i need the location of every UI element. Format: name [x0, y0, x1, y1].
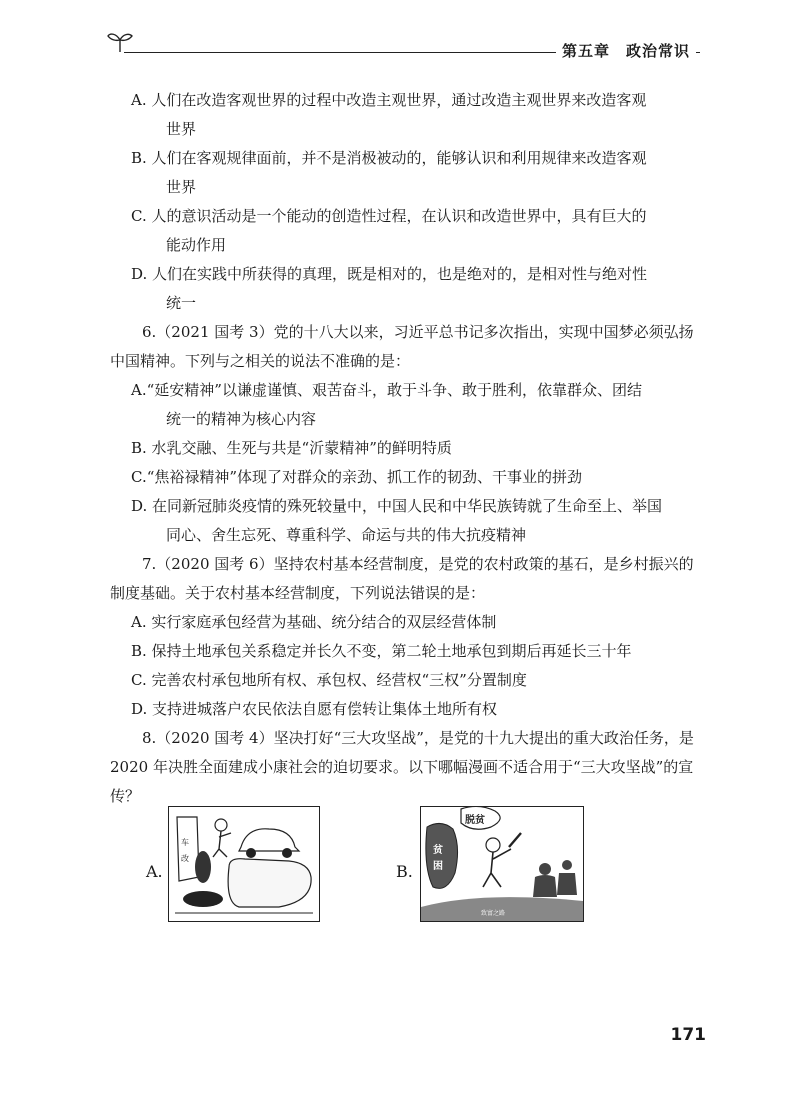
- figure-b-text-2: 贫: [433, 845, 443, 856]
- option-q5-a: A. 人们在改造客观世界的过程中改造主观世界，通过改造主观世界来改造客观 世界: [131, 91, 647, 138]
- option-q7-b: B. 保持土地承包关系稳定并长久不变，第二轮土地承包到期后再延长三十年: [131, 642, 632, 660]
- option-q5-c: C. 人的意识活动是一个能动的创造性过程，在认识和改造世界中，具有巨大的 能动作用: [131, 207, 647, 254]
- option-q7-a: A. 实行家庭承包经营为基础、统分结合的双层经营体制: [131, 613, 497, 631]
- page-header: [104, 30, 700, 60]
- option-q5-b: B. 人们在客观规律面前，并不是消极被动的，能够认识和利用规律来改造客观 世界: [131, 149, 647, 196]
- option-q7-d: D. 支持进城落户农民依法自愿有偿转让集体土地所有权: [131, 700, 498, 718]
- question-7-stem: 7.（2020 国考 6）坚持农村基本经营制度，是党的农村政策的基石，是乡村振兴的制度基础。关于农村基本经营制度，下列说法错误的是：: [110, 555, 694, 602]
- page-content: [110, 86, 708, 811]
- option-q7-c: C. 完善农村承包地所有权、承包权、经营权“三权”分置制度: [131, 671, 527, 689]
- figure-b-text-1: 脱贫: [465, 815, 485, 826]
- cartoon-poverty-alleviation-icon: [420, 806, 584, 922]
- cartoon-reform-car-icon: [168, 806, 320, 922]
- sprout-icon: [106, 30, 134, 54]
- question-8-stem: 8.（2020 国考 4）坚决打好“三大攻坚战”，是党的十九大提出的重大政治任务，是 2020 年决胜全面建成小康社会的迫切要求。以下哪幅漫画不适合用于“三大攻坚战”的宣传？: [110, 729, 694, 805]
- option-q6-d: D. 在同新冠肺炎疫情的殊死较量中，中国人民和中华民族铸就了生命至上、举国 同心、舍生忘死、尊重科学、命运与共的伟大抗疫精神: [131, 497, 663, 544]
- option-q5-d: D. 人们在实践中所获得的真理，既是相对的，也是绝对的，是相对性与绝对性 统一: [131, 265, 648, 312]
- figure-b-text-3: 困: [433, 861, 443, 872]
- option-q6-c: C.“焦裕禄精神”体现了对群众的亲劲、抓工作的韧劲、干事业的拼劲: [131, 468, 583, 486]
- figure-a-text-1: 车: [181, 838, 189, 847]
- figure-b-label: B.: [396, 862, 413, 881]
- figure-b-text-4: 致富之路: [481, 910, 506, 917]
- figure-a-label: A.: [146, 862, 163, 881]
- chapter-title: 第五章 政治常识: [556, 40, 696, 61]
- cartoon-figures: [140, 806, 700, 926]
- question-6-stem: 6.（2021 国考 3）党的十八大以来，习近平总书记多次指出，实现中国梦必须弘扬中国精神。下列与之相关的说法不准确的是：: [110, 323, 694, 370]
- page-number: 171: [670, 1025, 706, 1045]
- option-q6-b: B. 水乳交融、生死与共是“沂蒙精神”的鲜明特质: [131, 439, 452, 457]
- option-q6-a: A.“延安精神”以谦虚谨慎、艰苦奋斗，敢于斗争、敢于胜利，依靠群众、团结 统一的精神为核心内容: [131, 381, 642, 428]
- figure-a-text-2: 改: [181, 854, 189, 863]
